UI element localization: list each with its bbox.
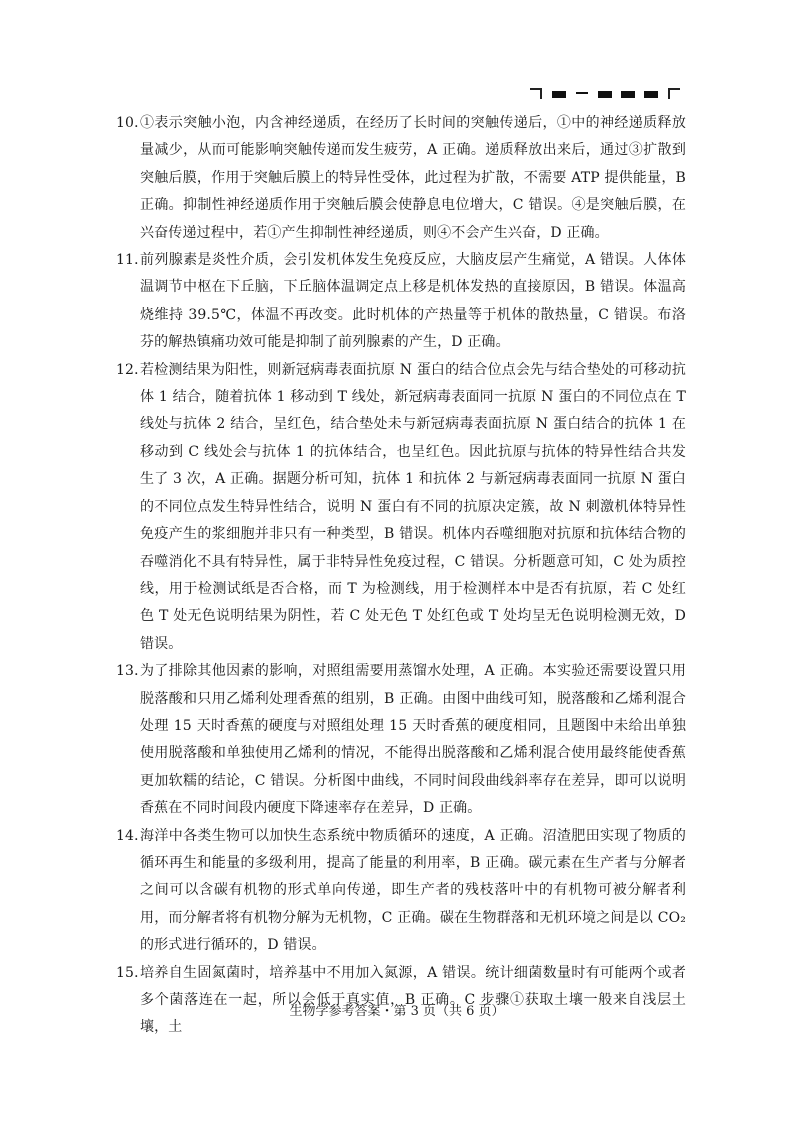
block-mark xyxy=(621,91,635,98)
answer-list xyxy=(116,110,686,1042)
answer-text: 前列腺素是炎性介质，会引发机体发生免疫反应，大脑皮层产生痛觉，A 错误。人体体温调节中枢在下丘脑，下丘脑体温调定点上移是机体发热的直接原因，B 错误。体温高烧维持 39.5℃，体温不再改变。此时机体的产热量等于机体的散热量，C 错误。布洛芬的解热镇痛功效可能是抑制了前列腺素的产生，D 正确。 xyxy=(140,252,686,351)
block-mark xyxy=(644,91,658,98)
answer-text: ①表示突触小泡，内含神经递质，在经历了长时间的突触传递后，①中的神经递质释放量减少，从而可能影响突触传递而发生疲劳，A 正确。递质释放出来后，通过③扩散到突触后膜，作用于突触后膜上的特异性受体，此过程为扩散，不需要 ATP 提供能量，B 正确。抑制性神经递质作用于突触后膜会使静息电位增大，C 错误。④是突触后膜，在兴奋传递过程中，若①产生抑制性神经递质，则④不会产生兴奋，D 正确。 xyxy=(140,115,686,241)
question-number: 13． xyxy=(116,663,149,680)
answer-item xyxy=(116,110,686,247)
right-corner-mark xyxy=(668,88,680,99)
block-mark xyxy=(598,91,612,98)
left-corner-mark xyxy=(530,88,542,99)
header-marks xyxy=(530,88,680,102)
question-number: 10． xyxy=(116,115,149,131)
answer-text: 海洋中各类生物可以加快生态系统中物质循环的速度，A 正确。沼渣肥田实现了物质的循环再生和能量的多级利用，提高了能量的利用率，B 正确。碳元素在生产者与分解者之间可以含碳有机物的形式单向传递，即生产者的残枝落叶中的有机物可被分解者利用，而分解者将有机物分解为无机物，C 正确。碳在生物群落和无机环境之间是以 CO₂ 的形式进行循环的，D 错误。 xyxy=(140,827,686,954)
question-number: 14． xyxy=(116,827,149,844)
question-number: 11． xyxy=(116,252,149,269)
dash-mark xyxy=(576,92,588,94)
answer-item xyxy=(116,823,686,960)
answer-text: 若检测结果为阳性，则新冠病毒表面抗原 N 蛋白的结合位点会先与结合垫处的可移动抗体 1 结合，随着抗体 1 移动到 T 线处，新冠病毒表面同一抗原 N 蛋白的不同位点在 T 线处与抗体 2 结合，呈红色，结合垫处未与新冠病毒表面抗原 N 蛋白结合的抗体 1 在移动到 C 线处会与抗体 1 的抗体结合，也呈红色。因此抗原与抗体的特异性结合共发生了 3 次，A 正确。据题分析可知，抗体 1 和抗体 2 与新冠病毒表面同一抗原 N 蛋白的不同位点发生特异性结合，说明 N 蛋白有不同的抗原决定簇，故 N 刺激机体特异性免疫产生的浆细胞并非只有一种类型，B 错误。机体内吞噬细胞对抗原和抗体结合物的吞噬消化不具有特异性，属于非特异性免疫过程，C 错误。分析题意可知，C 处为质控线，用于检测试纸是否合格，而 T 为检测线，用于检测样本中是否有抗原，若 C 处红色 T 处无色说明结果为阴性，若 C 处无色 T 处红色或 T 处均呈无色说明检测无效，D 错误。 xyxy=(140,361,686,652)
answer-item xyxy=(116,247,686,357)
answer-text: 为了排除其他因素的影响，对照组需要用蒸馏水处理，A 正确。本实验还需要设置只用脱落酸和只用乙烯利处理香蕉的组别，B 正确。由图中曲线可知，脱落酸和乙烯利混合处理 15 天时香蕉的硬度与对照组处理 15 天时香蕉的硬度相同，且题图中未给出单独使用脱落酸和单独使用乙烯利的情况，不能得出脱落酸和乙烯利混合使用最终能使香蕉更加软糯的结论，C 错误。分析图中曲线，不同时间段曲线斜率存在差异，即可以说明香蕉在不同时间段内硬度下降速率存在差异，D 正确。 xyxy=(140,663,686,817)
answer-item xyxy=(116,658,686,822)
question-number: 12． xyxy=(116,361,149,378)
page-footer: 生物学参考答案・第 3 页（共 6 页） xyxy=(289,1004,505,1019)
answer-text: 培养自生固氮菌时，培养基中不用加入氮源，A 错误。统计细菌数量时有可能两个或者多个菌落连在一起，所以会低于真实值，B 正确。C 步骤①获取土壤一般来自浅层土壤，土 xyxy=(140,964,686,1036)
answer-item xyxy=(116,357,686,658)
question-number: 15． xyxy=(116,964,149,981)
block-mark xyxy=(552,91,566,98)
